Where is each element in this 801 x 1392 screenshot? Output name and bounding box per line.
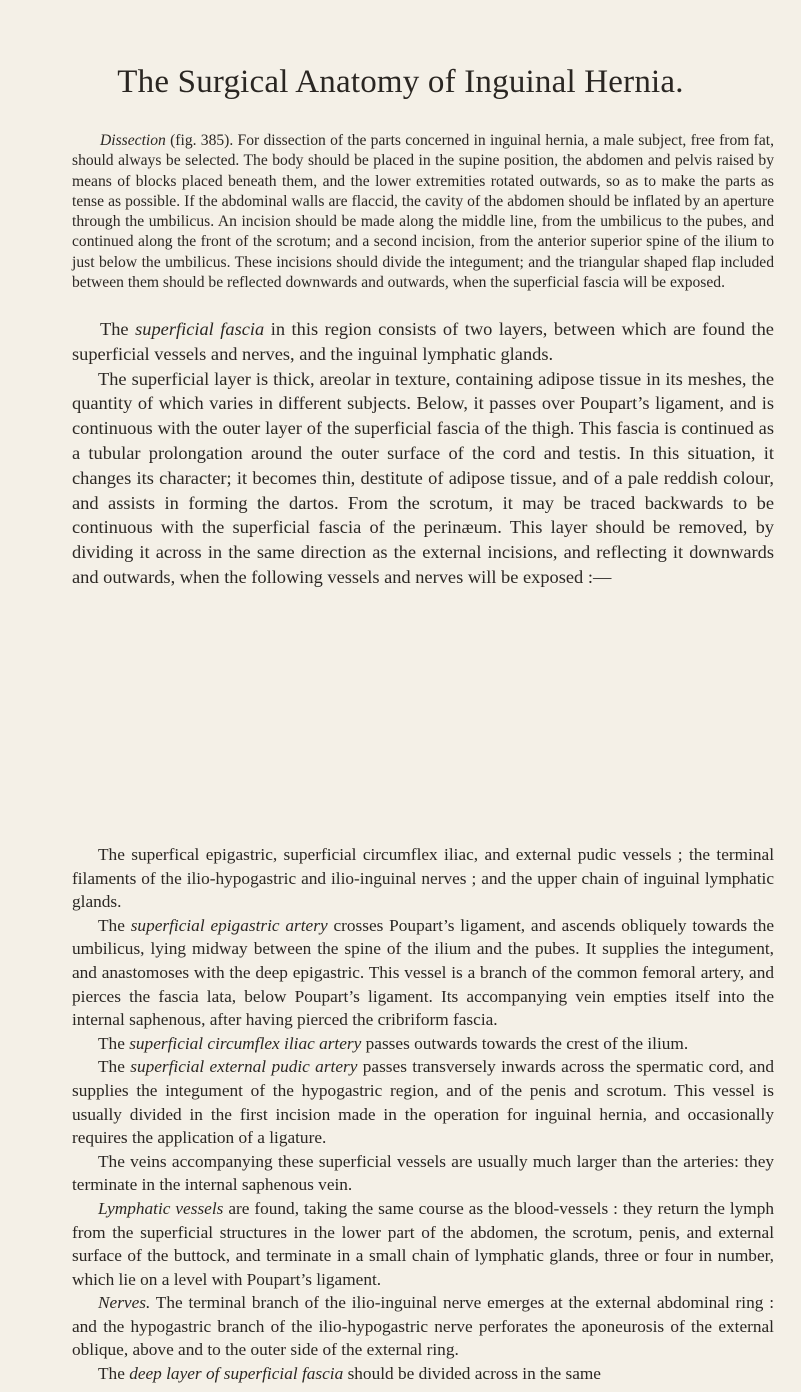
epigastric-paragraph [72, 914, 774, 1032]
dissection-section [72, 131, 774, 293]
epigastric-text: crosses Poupart’s ligament, and ascends obliquely towards the umbilicus, lying midway between the spine of the ilium and the pubes. It supplies the integument, and anastomoses with the deep epigastric. This vessel is a branch of the common femoral artery, and pierces the fascia lata, below Poupart’s ligament. Its accompanying vein empties itself into the internal saphenous, after having pierced the cribriform fascia. [72, 915, 775, 1030]
lymph-term: Lymphatic vessels [98, 1198, 224, 1218]
nerves-text: The terminal branch of the ilio-inguinal nerve emerges at the external abdominal ring : and the hypogastric branch of the ilio-hypogastric nerve perforates the aponeurosis of the external oblique, above and to the outer side of the external ring. [72, 1293, 774, 1360]
pudic-text: passes transversely inwards across the spermatic cord, and supplies the integument of the hypogastric region, and of the penis and scrotum. This vessel is usually divided in the first incision made in the operation for inguinal hernia, and occasionally requires the application of a ligature. [72, 1057, 774, 1148]
fascia-pre: The [100, 319, 136, 339]
dissection-paragraph [72, 131, 774, 293]
pudic-paragraph [72, 1055, 774, 1149]
circumflex-pre: The [98, 1033, 130, 1053]
dissection-lead: Dissection [100, 132, 166, 149]
deep-pre: The [98, 1364, 130, 1384]
superficial-layer-paragraph: The superficial layer is thick, areolar in texture, containing adipose tissue in its meshes, the quantity of which varies in different subjects. Below, it passes over Poupart’s ligament, and is continuous with the outer layer of the superficial fascia of the thigh. This fascia is continued as a tubular prolongation around the outer surface of the cord and testis. In this situation, it changes its character; it becomes thin, destitute of adipose tissue, and of a pale reddish colour, and assists in forming the dartos. From the scrotum, it may be traced backwards to be continuous with the superficial fascia of the perinæum. This layer should be removed, by dividing it across in the same direction as the external incisions, and reflecting it downwards and outwards, when the following vessels and nerves will be exposed :— [72, 368, 774, 587]
dissection-text: (fig. 385). For dissection of the parts concerned in inguinal hernia, a male subject, free from fat, should always be selected. The body should be placed in the supine position, the abdomen and pelvis raised by means of blocks placed beneath them, and the lower extremities rotated outwards, so as to make the parts as tense as possible. If the abdominal walls are flaccid, the cavity of the abdomen should be inflated by an aperture through the umbilicus. An incision should be made along the middle line, from the umbilicus to the pubes, and continued along the front of the scrotum; and a second incision, from the anterior superior spine of the ilium to just below the umbilicus. These incisions should divide the integument; and the triangular shaped flap included between them should be reflected downwards and outwards, when the superficial fascia will be exposed. [72, 132, 774, 292]
epigastric-pre: The [98, 915, 131, 935]
circumflex-paragraph [72, 1032, 774, 1056]
deep-term: deep layer of superficial fascia [129, 1364, 344, 1384]
deep-layer-paragraph [72, 1362, 774, 1386]
superficial-fascia-section [72, 317, 774, 590]
circumflex-term: superficial circumflex iliac artery [129, 1033, 362, 1053]
nerves-term: Nerves. [98, 1293, 151, 1313]
pudic-term: superficial external pudic artery [130, 1057, 358, 1077]
lymph-text: are found, taking the same course as the blood-vessels : they return the lymph from the superficial structures in the lower part of the abdomen, the scrotum, penis, and external surface of the buttock, and terminate in a small chain of lymphatic glands, three or four in number, which lie on a level with Poupart’s ligament. [72, 1198, 775, 1289]
pudic-pre: The [98, 1057, 131, 1077]
deep-text: should be divided across in the same [343, 1364, 601, 1384]
nerves-paragraph [72, 1291, 774, 1362]
epigastric-term: superficial epigastric artery [130, 915, 328, 935]
fascia-text: in this region consists of two layers, between which are found the superficial vessels and nerves, and the inguinal lymphatic glands. [72, 319, 774, 364]
veins-paragraph: The veins accompanying these superficial vessels are usually much larger than the arteries: they terminate in the internal saphenous vein. [72, 1151, 774, 1195]
vessels-section [72, 843, 774, 1386]
vessels-intro-paragraph: The superfical epigastric, superficial circumflex iliac, and external pudic vessels ; the terminal filaments of the ilio-hypogastric and ilio-inguinal nerves ; and the upper chain of inguinal lymphatic glands. [72, 845, 774, 912]
circumflex-text: passes outwards towards the crest of the ilium. [361, 1033, 689, 1053]
fascia-term: superficial fascia [135, 319, 265, 339]
lymphatic-paragraph [72, 1197, 774, 1291]
superficial-fascia-paragraph [72, 317, 774, 367]
running-head: The Surgical Anatomy of Inguinal Hernia. [117, 64, 684, 100]
